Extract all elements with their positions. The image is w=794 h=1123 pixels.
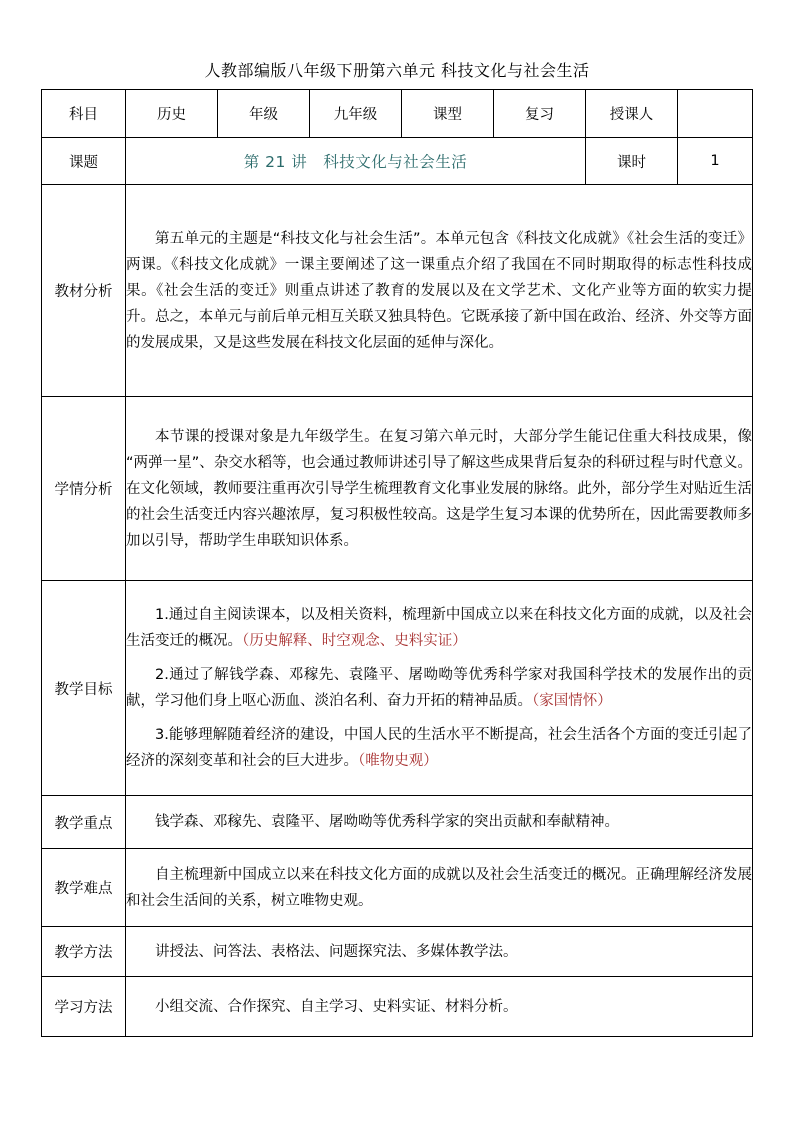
teaching-method-text: 讲授法、问答法、表格法、问题探究法、多媒体教学法。 bbox=[155, 943, 518, 960]
learning-method-text: 小组交流、合作探究、自主学习、史料实证、材料分析。 bbox=[155, 998, 518, 1015]
goal-literacy-tag: （历史解释、时空观念、史料实证） bbox=[242, 633, 467, 649]
learning-method-label: 学习方法 bbox=[42, 977, 126, 1037]
teaching-difficulty-row bbox=[42, 849, 753, 927]
grade-label: 年级 bbox=[218, 90, 310, 138]
class-hours-label: 课时 bbox=[586, 138, 678, 185]
teaching-focus-text: 钱学森、邓稼先、袁隆平、屠呦呦等优秀科学家的突出贡献和奉献精神。 bbox=[155, 814, 619, 830]
document-title: 人教部编版八年级下册第六单元 科技文化与社会生活 bbox=[204, 61, 590, 80]
student-analysis-row bbox=[42, 397, 753, 581]
goal-text: 3.能够理解随着经济的建设，中国人民的生活水平不断提高，社会生活各个方面的变迁引起了经济的深刻变革和社会的巨大进步。 bbox=[126, 727, 752, 769]
teaching-focus-row bbox=[42, 796, 753, 849]
subject-label: 科目 bbox=[42, 90, 126, 138]
subject-value: 历史 bbox=[126, 90, 218, 138]
textbook-analysis-label: 教材分析 bbox=[42, 185, 126, 397]
student-analysis-text: 本节课的授课对象是九年级学生。在复习第六单元时，大部分学生能记住重大科技成果，像 “两弹一星”、杂交水稻等，也会通过教师讲述引导了解这些成果背后复杂的科研过程与时代意义。在文化领域，教师要注重再次引导学生梳理教育文化事业发展的脉络。此外，部分学生对贴近生活的社会生活变迁内容兴趣浓厚，复习积极性较高。这是学生复习本课的优势所在，因此需要教师多加以引导，帮助学生串联知识体系。 bbox=[126, 428, 752, 549]
lesson-type-label: 课型 bbox=[402, 90, 494, 138]
textbook-analysis-text: 第五单元的主题是“科技文化与社会生活”。本单元包含《科技文化成就》《社会生活的变迁》两课。《科技文化成就》一课主要阐述了这一课重点介绍了我国在不同时期取得的标志性科技成果。《社会生活的变迁》则重点讲述了教育的发展以及在文学艺术、文化产业等方面的软实力提升。总之，本单元与前后单元相互关联又独具特色。它既承接了新中国在政治、经济、外交等方面的发展成果，又是这些发展在科技文化层面的延伸与深化。 bbox=[126, 230, 752, 351]
textbook-analysis-row bbox=[42, 185, 753, 397]
class-hours-value: 1 bbox=[678, 138, 753, 185]
goal-item bbox=[126, 662, 752, 714]
learning-method-row bbox=[42, 977, 753, 1037]
lesson-plan-table bbox=[41, 89, 753, 1037]
teaching-focus-label: 教学重点 bbox=[42, 796, 126, 849]
teaching-difficulty-label: 教学难点 bbox=[42, 849, 126, 927]
goal-text: 2.通过了解钱学森、邓稼先、袁隆平、屠呦呦等优秀科学家对我国科学技术的发展作出的贡献，学习他们身上呕心沥血、淡泊名利、奋力开拓的精神品质。 bbox=[126, 667, 752, 709]
teaching-goals-label: 教学目标 bbox=[42, 581, 126, 796]
goal-literacy-tag: （家国情怀） bbox=[532, 693, 612, 709]
topic-value: 第 21 讲 科技文化与社会生活 bbox=[126, 138, 586, 185]
goal-text: 1.通过自主阅读课本，以及相关资料，梳理新中国成立以来在科技文化方面的成就，以及社会生活变迁的概况。 bbox=[126, 607, 752, 649]
goal-item bbox=[126, 722, 752, 774]
teacher-value bbox=[678, 90, 753, 138]
topic-row bbox=[42, 138, 753, 185]
student-analysis-label: 学情分析 bbox=[42, 397, 126, 581]
teaching-method-row bbox=[42, 927, 753, 977]
teaching-goals-row bbox=[42, 581, 753, 796]
topic-label: 课题 bbox=[42, 138, 126, 185]
lesson-type-value: 复习 bbox=[494, 90, 586, 138]
goal-literacy-tag: （唯物史观） bbox=[358, 753, 438, 769]
grade-value: 九年级 bbox=[310, 90, 402, 138]
teaching-difficulty-text: 自主梳理新中国成立以来在科技文化方面的成就以及社会生活变迁的概况。正确理解经济发展和社会生活间的关系，树立唯物史观。 bbox=[126, 866, 752, 909]
header-row bbox=[42, 90, 753, 138]
goal-item bbox=[126, 602, 752, 654]
teaching-method-label: 教学方法 bbox=[42, 927, 126, 977]
teacher-label: 授课人 bbox=[586, 90, 678, 138]
